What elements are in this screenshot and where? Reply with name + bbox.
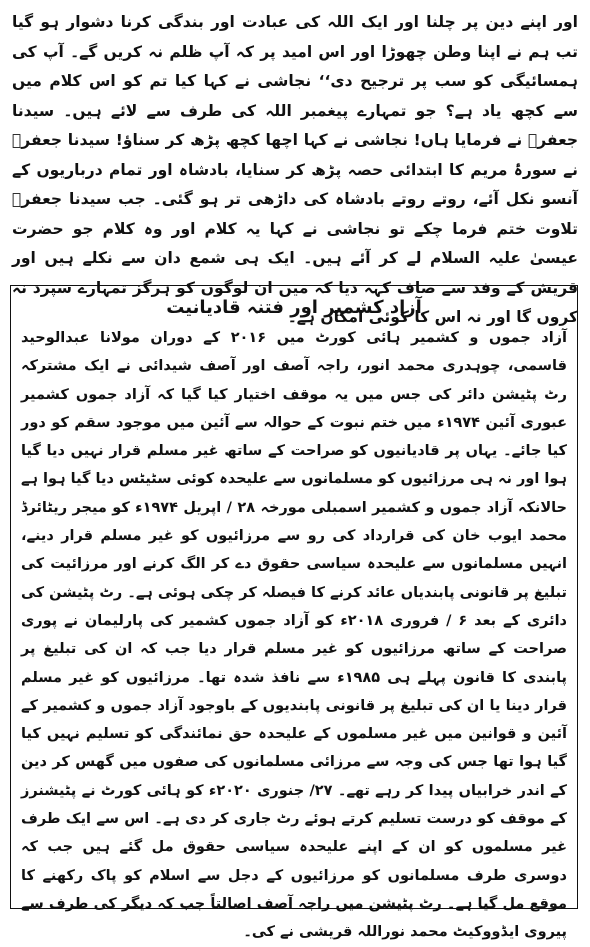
article-title: آزاد کشمیر اور فتنہ قادیانیت — [166, 297, 422, 318]
intro-paragraph: اور اپنے دین پر چلنا اور ایک اللہ کی عبادت اور بندگی کرنا دشوار ہو گیا تب ہم نے اپنا وطن چھوڑا اور اس امید پر کہ آپ ظلم نہ کریں گے۔ آپ کی ہمسائیگی کو سب پر ترجیح دی‘‘ نجاشی نے کہا کیا تم کو اس کلام میں سے کچھ یاد ہے؟ جو تمہارے پیغمبر اللہ کی طرف سے لائے ہیں۔ سیدنا جعفرؓ نے فرمایا ہاں! نجاشی نے کہا اچھا کچھ پڑھ کر سناؤ! سیدنا جعفرؓ نے سورۂ مریم کا ابتدائی حصہ پڑھ کر سنایا، بادشاہ اور تمام درباریوں کے آنسو نکل آئے، روتے روتے بادشاہ کی داڑھی تر ہو گئی۔ جب سیدنا جعفرؓ تلاوت ختم فرما چکے تو نجاشی نے کہا یہ کلام اور وہ کلام جو حضرت عیسیٰ علیہ السلام لے کر آئے ہیں۔ ایک ہی شمع دان سے نکلے ہیں اور قریش کے وفد سے صاف کہہ دیا کہ میں ان لوگوں کو ہرگز تمہارے سپرد نہ کروں گا اور نہ اس کا کوئی امکان ہے۔ — [12, 13, 578, 326]
article-body: آزاد جموں و کشمیر ہائی کورٹ میں ۲۰۱۶ کے دوران مولانا عبدالوحید قاسمی، چوہدری محمد انور، راجہ آصف اور آصف شیدائی نے ایک مشترکہ رٹ پٹیشن دائر کی جس میں یہ موقف اختیار کیا گیا کہ آزاد جموں کشمیر عبوری آئین ۱۹۷۴ء میں ختم نبوت کے حوالہ سے آئین میں موجود سقم کو دور کیا جائے۔ یہاں پر قادیانیوں کو صراحت کے ساتھ غیر مسلم قرار نہیں دیا گیا ہوا اور نہ ہی مرزائیوں کو مسلمانوں سے علیحدہ کوئی سٹیٹس دیا گیا ہوا ہے حالانکہ آزاد جموں و کشمیر اسمبلی مورخہ ۲۸ / اپریل ۱۹۷۴ء کو میجر ریٹائرڈ محمد ایوب خان کی قرارداد کی رو سے مرزائیوں کو غیر مسلم قرار دینے، انہیں مسلمانوں سے علیحدہ سیاسی حقوق دے کر الگ کرنے اور مرزائیت کی تبلیغ پر قانونی پابندیاں عائد کرنے کا فیصلہ کر چکی ہوئی ہے۔ رٹ پٹیشن کی دائری کے بعد ۶ / فروری ۲۰۱۸ء کو آزاد جموں کشمیر کی پارلیمان نے پوری صراحت کے ساتھ مرزائیوں کو غیر مسلم قرار دیا جب کہ ان کی تبلیغ پر پابندی کا قانون پہلے ہی ۱۹۸۵ء سے نافذ شدہ تھا۔ مرزائیوں کو غیر مسلم قرار دینا یا ان کی تبلیغ پر قانونی پابندیوں کے باوجود آزاد جموں و کشمیر کے آئین و قوانین میں غیر مسلموں کے علیحدہ حق نمائندگی کو تسلیم نہیں کیا گیا ہوا تھا جس کی وجہ سے مرزائی مسلمانوں کی صفوں میں گھس کر دین کے اندر خرابیاں پیدا کر رہے تھے۔ ۲۷/ جنوری ۲۰۲۰ء کو ہائی کورٹ نے پٹیشنرز کے موقف کو درست تسلیم کرتے ہوئے رٹ جاری کر دی ہے۔ اس سے ایک طرف غیر مسلموں کو ان کے اپنے علیحدہ سیاسی حقوق مل گئے ہیں جب کہ دوسری طرف مسلمانوں کو مرزائیوں کے دجل سے اسلام کو پاک رکھنے کا موقع مل گیا ہے۔ رٹ پٹیشن میں راجہ آصف اصالتاً جب کہ دیگر کی طرف سے پیروی ایڈووکیٹ محمد نوراللہ قریشی نے کی۔ — [21, 330, 568, 941]
boxed-article — [10, 285, 578, 941]
